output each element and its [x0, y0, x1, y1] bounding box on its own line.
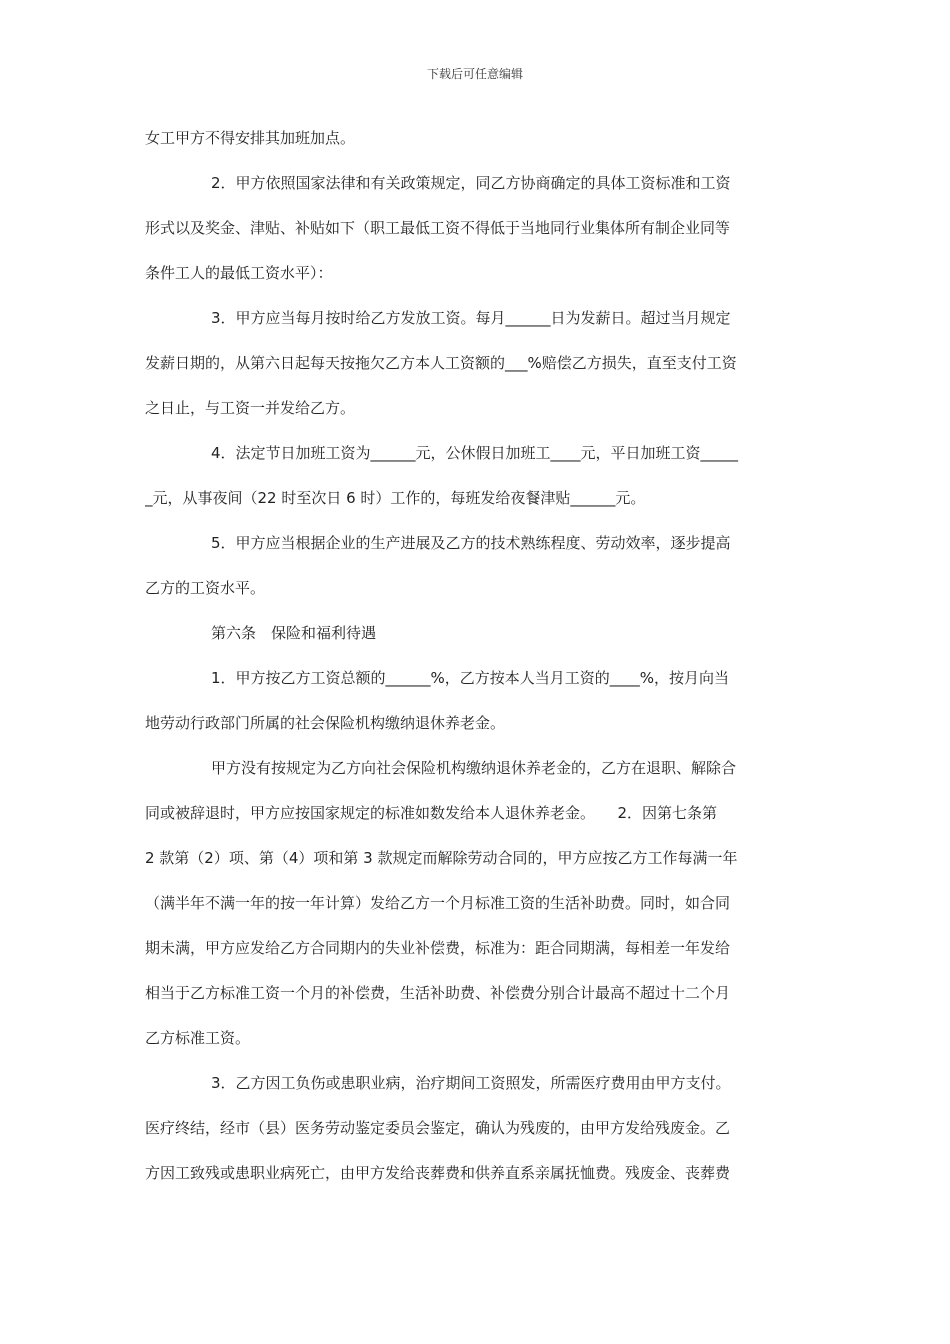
- text-line: 发薪日期的，从第六日起每天按拖欠乙方本人工资额的___%赔偿乙方损失，直至支付工资: [145, 354, 737, 372]
- text-line: 相当于乙方标准工资一个月的补偿费，生活补助费、补偿费分别合计最高不超过十二个月: [145, 984, 731, 1002]
- text-line: 2 款第（2）项、第（4）项和第 3 款规定而解除劳动合同的，甲方应按乙方工作每满一年: [145, 849, 738, 867]
- text-line: 期未满，甲方应发给乙方合同期内的失业补偿费，标准为：距合同期满，每相差一年发给: [145, 939, 731, 957]
- text-line: 医疗终结，经市（县）医务劳动鉴定委员会鉴定，确认为残废的，由甲方发给残废金。乙: [145, 1119, 731, 1137]
- text-line: 1．甲方按乙方工资总额的______%，乙方按本人当月工资的____%，按月向当: [211, 669, 730, 687]
- text-line: 2．甲方依照国家法律和有关政策规定，同乙方协商确定的具体工资标准和工资: [211, 174, 731, 192]
- text-line: 女工甲方不得安排其加班加点。: [145, 129, 356, 147]
- text-line: 3．甲方应当每月按时给乙方发放工资。每月______日为发薪日。超过当月规定: [211, 309, 731, 327]
- document-body: [145, 116, 807, 1196]
- text-line: _元，从事夜间（22 时至次日 6 时）工作的，每班发给夜餐津贴______元。: [145, 489, 646, 507]
- text-line: 3．乙方因工负伤或患职业病，治疗期间工资照发，所需医疗费用由甲方支付。: [211, 1074, 731, 1092]
- text-line: 之日止，与工资一并发给乙方。: [145, 399, 356, 417]
- text-line: 4．法定节日加班工资为______元，公休假日加班工____元，平日加班工资_____: [211, 444, 739, 462]
- page-header: 下载后可任意编辑: [426, 67, 523, 81]
- text-line: 形式以及奖金、津贴、补贴如下（职工最低工资不得低于当地同行业集体所有制企业同等: [145, 219, 731, 237]
- text-line: 同或被辞退时，甲方应按国家规定的标准如数发给本人退休养老金。 2．因第七条第: [145, 804, 718, 822]
- text-line: 乙方标准工资。: [145, 1029, 251, 1047]
- text-line: 方因工致残或患职业病死亡，由甲方发给丧葬费和供养直系亲属抚恤费。残废金、丧葬费: [145, 1164, 731, 1182]
- text-line: 乙方的工资水平。: [145, 579, 266, 597]
- text-line: 5．甲方应当根据企业的生产进展及乙方的技术熟练程度、劳动效率，逐步提高: [211, 534, 731, 552]
- text-line: 地劳动行政部门所属的社会保险机构缴纳退休养老金。: [145, 714, 506, 732]
- text-line: 条件工人的最低工资水平）：: [145, 264, 333, 282]
- text-line: 第六条 保险和福利待遇: [211, 624, 377, 642]
- text-line: （满半年不满一年的按一年计算）发给乙方一个月标准工资的生活补助费。同时，如合同: [145, 894, 731, 912]
- text-line: 甲方没有按规定为乙方向社会保险机构缴纳退休养老金的，乙方在退职、解除合: [211, 759, 737, 777]
